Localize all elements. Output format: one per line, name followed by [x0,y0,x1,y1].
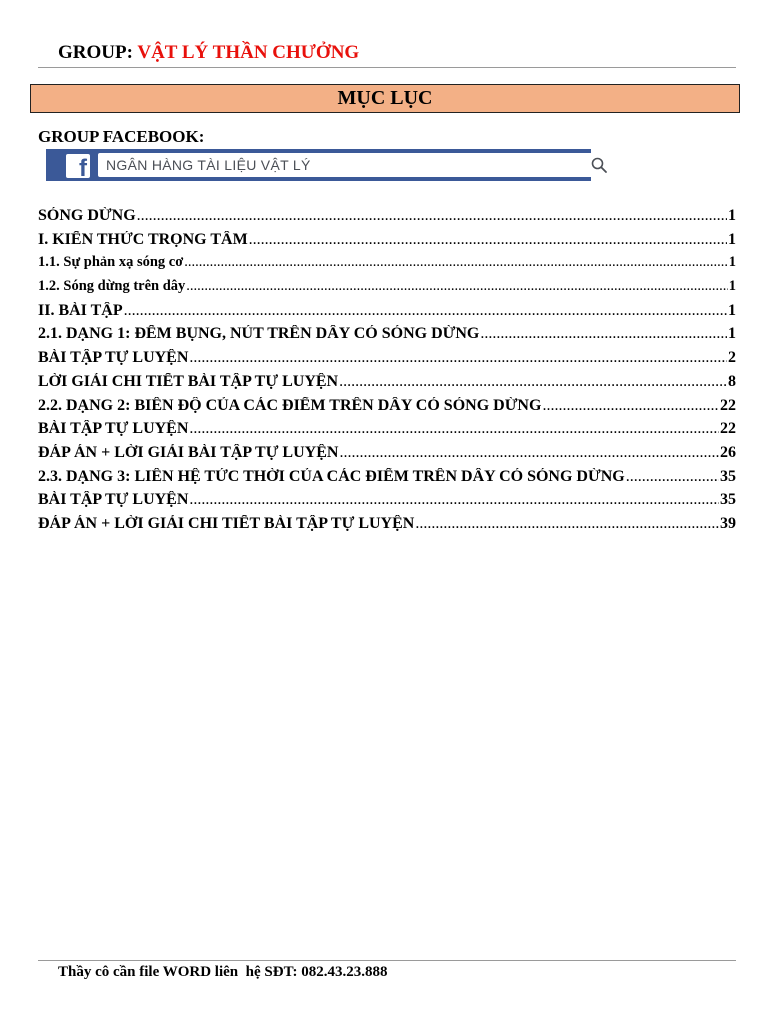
toc-entry-text: 2.1. DẠNG 1: ĐẾM BỤNG, NÚT TRÊN DÂY CÓ SÓNG DỪNG [38,325,480,343]
page-header [58,42,359,64]
toc-entry-text: 2.2. DẠNG 2: BIÊN ĐỘ CỦA CÁC ĐIỂM TRÊN DÂY CÓ SÓNG DỪNG [38,396,542,414]
facebook-group-label: GROUP FACEBOOK: [38,127,205,146]
toc-entry-page: 22 [720,396,736,414]
toc-entry[interactable] [38,515,736,539]
toc-entry[interactable] [38,302,736,326]
toc-entry[interactable] [38,373,736,397]
toc-entry-page: 39 [720,514,736,532]
toc-entry-text: BÀI TẬP TỰ LUYỆN [38,349,189,367]
toc-entry-page: 22 [720,420,736,438]
toc-entry-text: 1.2. Sóng dừng trên dây [38,278,186,295]
toc-entry-page: 2 [728,349,736,367]
facebook-f-icon [66,154,90,182]
toc-entry-text: I. KIẾN THỨC TRỌNG TÂM [38,230,248,248]
toc-entry[interactable] [38,397,736,421]
toc-entry[interactable] [38,468,736,492]
toc-entry[interactable] [38,254,736,278]
facebook-search-text: NGÂN HÀNG TÀI LIỆU VẬT LÝ [106,157,311,173]
toc-entry-page: 1 [728,325,736,343]
toc-dot-leader [124,302,727,320]
toc-title: MỤC LỤC [30,84,740,113]
toc-entry-text: ĐÁP ÁN + LỜI GIẢI CHI TIẾT BÀI TẬP TỰ LUYỆN [38,514,415,532]
toc-dot-leader [542,397,719,415]
footer-divider [38,960,736,961]
facebook-logo-letter: f [79,155,87,182]
toc-dot-leader [339,373,727,391]
toc-entry-text: 2.3. DẠNG 3: LIÊN HỆ TỨC THỜI CỦA CÁC ĐIỂM TRÊN DÂY CÓ SÓNG DỪNG [38,467,625,485]
toc-entry[interactable] [38,444,736,468]
toc-entry[interactable] [38,420,736,444]
toc-dot-leader [189,491,719,509]
toc-dot-leader [189,420,719,438]
toc-entry-text: SÓNG DỪNG [38,207,136,224]
toc-dot-leader [184,254,727,271]
toc-entry[interactable] [38,207,736,231]
header-divider [38,67,736,68]
toc-entry-page: 26 [720,443,736,461]
toc-entry-page: 35 [720,491,736,509]
toc-entry-text: ĐÁP ÁN + LỜI GIẢI BÀI TẬP TỰ LUYỆN [38,443,339,461]
toc-entry-page: 1 [728,301,736,319]
page-footer: Thầy cô cần file WORD liên hệ SĐT: 082.43.23.888 [58,964,388,980]
header-prefix: GROUP: [58,42,138,63]
toc-entry-text: II. BÀI TẬP [38,301,123,319]
toc-dot-leader [189,349,727,367]
toc-dot-leader [249,231,727,249]
toc-entry[interactable] [38,278,736,302]
magnifier-icon[interactable] [590,156,608,174]
toc-entry[interactable] [38,325,736,349]
toc-entry-page: 1 [728,254,736,271]
toc-entry[interactable] [38,491,736,515]
header-group-name: VẬT LÝ THẦN CHƯỞNG [137,42,360,63]
toc-dot-leader [626,468,719,486]
toc-dot-leader [339,444,719,462]
toc-dot-leader [186,278,727,295]
toc-dot-leader [480,325,727,343]
facebook-search-box[interactable] [98,153,620,177]
facebook-search-banner[interactable] [46,149,591,181]
toc-dot-leader [137,207,727,225]
table-of-contents [38,207,736,539]
toc-entry[interactable] [38,231,736,255]
toc-entry-text: BÀI TẬP TỰ LUYỆN [38,491,189,509]
toc-entry-page: 8 [728,372,736,390]
toc-entry-page: 1 [728,207,736,224]
toc-entry-page: 1 [728,278,736,295]
toc-entry-page: 35 [720,467,736,485]
toc-entry-page: 1 [728,230,736,248]
toc-entry[interactable] [38,349,736,373]
toc-entry-text: LỜI GIẢI CHI TIẾT BÀI TẬP TỰ LUYỆN [38,372,339,390]
toc-entry-text: BÀI TẬP TỰ LUYỆN [38,420,189,438]
toc-entry-text: 1.1. Sự phản xạ sóng cơ [38,254,184,271]
toc-dot-leader [415,515,719,533]
